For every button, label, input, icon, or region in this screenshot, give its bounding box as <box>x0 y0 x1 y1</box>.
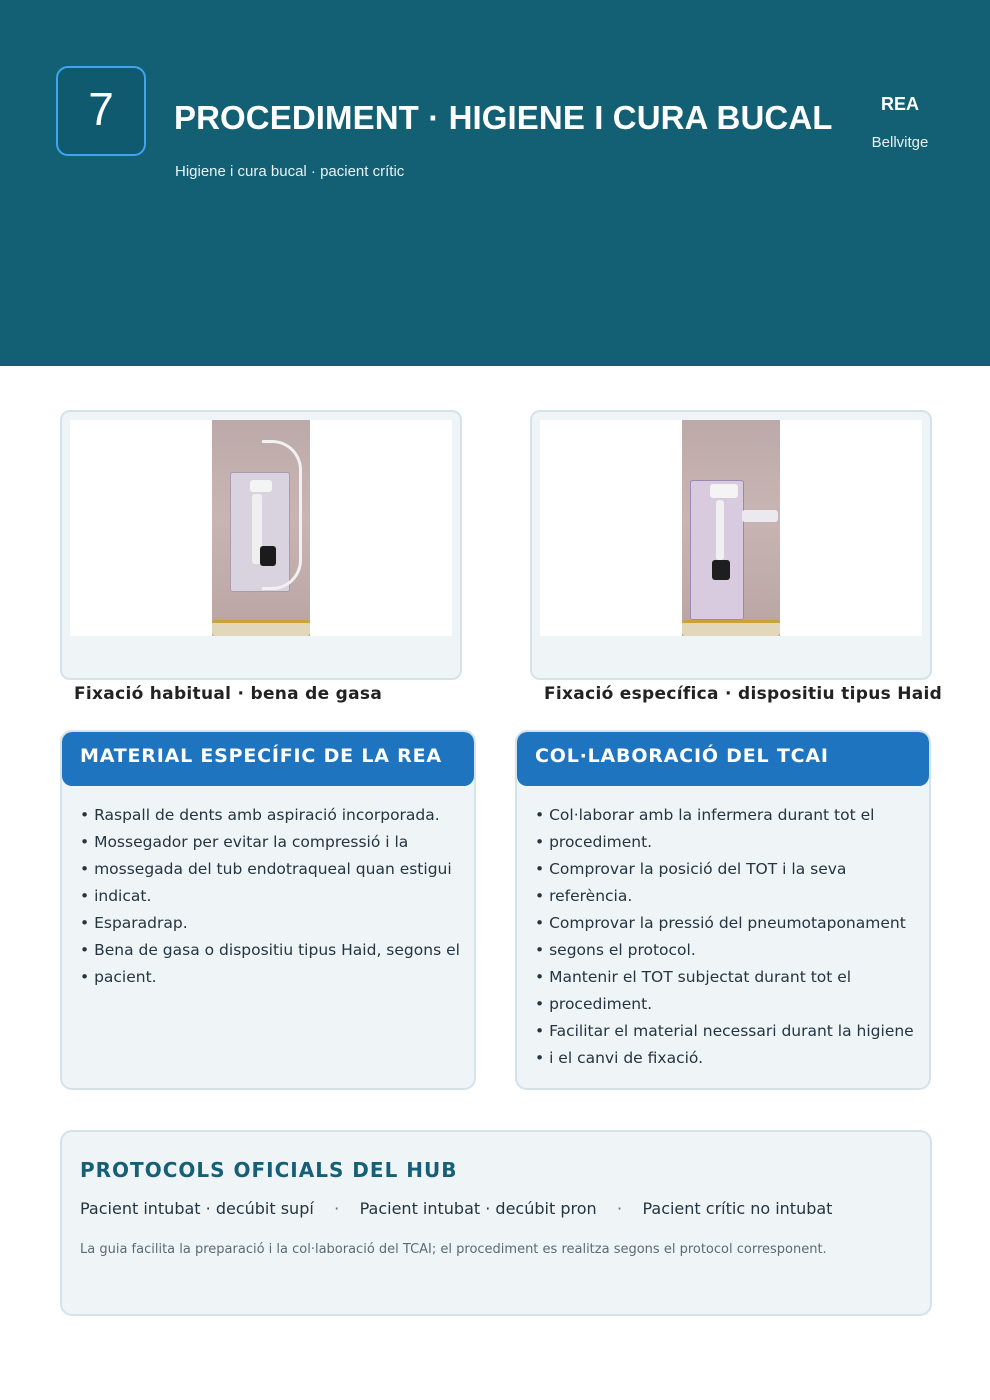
list-item: • Col·laborar amb la infermera durant tot el <box>535 802 914 829</box>
page-subtitle: Higiene i cura bucal · pacient crític <box>175 163 405 180</box>
list-item: • Esparadrap. <box>80 910 460 937</box>
list-item: • procediment. <box>535 829 914 856</box>
photo-card-gauze <box>60 410 462 680</box>
site-label: Bellvitge <box>871 134 929 151</box>
haid-fixation-photo <box>682 420 780 636</box>
photo-caption-haid: Fixació específica · dispositiu tipus Haid <box>544 684 943 704</box>
list-item: • procediment. <box>535 991 914 1018</box>
tcai-card <box>515 730 931 1090</box>
material-card-title: MATERIAL ESPECÍFIC DE LA REA <box>80 745 442 767</box>
tcai-list <box>535 802 914 1072</box>
list-item: • pacient. <box>80 964 460 991</box>
list-item: • referència. <box>535 883 914 910</box>
protocol-link-prone[interactable]: Pacient intubat · decúbit pron <box>359 1199 597 1218</box>
list-item: • mossegada del tub endotraqueal quan estigui <box>80 856 460 883</box>
protocols-note: La guia facilita la preparació i la col·laboració del TCAI; el procediment es realitza segons el protocol corresponent. <box>80 1242 827 1257</box>
list-item: • Comprovar la pressió del pneumotaponament <box>535 910 914 937</box>
unit-label: REA <box>880 94 919 114</box>
list-item: • Raspall de dents amb aspiració incorporada. <box>80 802 460 829</box>
tcai-card-title: COL·LABORACIÓ DEL TCAI <box>535 745 829 767</box>
material-card <box>60 730 476 1090</box>
protocol-link-supine[interactable]: Pacient intubat · decúbit supí <box>80 1199 314 1218</box>
page-header <box>0 0 990 366</box>
photo-frame <box>70 420 452 636</box>
protocol-links <box>80 1199 832 1218</box>
protocols-card <box>60 1130 932 1316</box>
list-item: • i el canvi de fixació. <box>535 1045 914 1072</box>
gauze-fixation-photo <box>212 420 310 636</box>
separator: · <box>617 1199 623 1218</box>
list-item: • Facilitar el material necessari durant la higiene <box>535 1018 914 1045</box>
list-item: • indicat. <box>80 883 460 910</box>
photo-card-haid <box>530 410 932 680</box>
photo-caption-gauze: Fixació habitual · bena de gasa <box>74 684 383 704</box>
list-item: • Bena de gasa o dispositiu tipus Haid, segons el <box>80 937 460 964</box>
list-item: • segons el protocol. <box>535 937 914 964</box>
material-card-header <box>62 732 474 786</box>
protocols-title: PROTOCOLS OFICIALS DEL HUB <box>80 1158 458 1182</box>
step-number: 7 <box>88 83 114 135</box>
photo-frame <box>540 420 922 636</box>
list-item: • Mossegador per evitar la compressió i la <box>80 829 460 856</box>
list-item: • Comprovar la posició del TOT i la seva <box>535 856 914 883</box>
page-title: PROCEDIMENT · HIGIENE I CURA BUCAL <box>174 99 833 136</box>
protocol-link-not-intubated[interactable]: Pacient crític no intubat <box>642 1199 833 1218</box>
list-item: • Mantenir el TOT subjectat durant tot el <box>535 964 914 991</box>
step-number-badge <box>56 66 146 156</box>
separator: · <box>334 1199 340 1218</box>
material-list <box>80 802 460 991</box>
tcai-card-header <box>517 732 929 786</box>
